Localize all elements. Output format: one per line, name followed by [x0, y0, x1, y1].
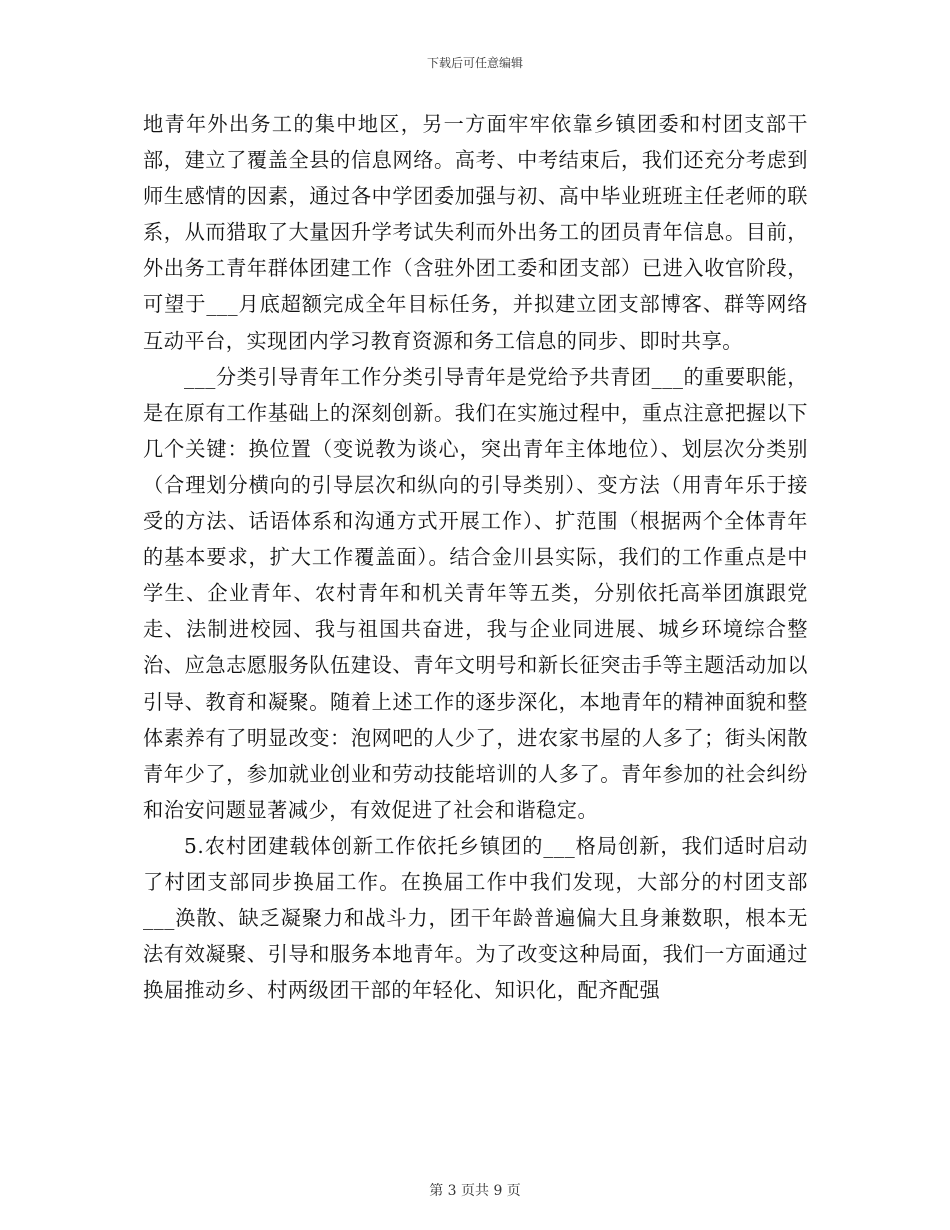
page-footer: 第 3 页共 9 页 [429, 1183, 521, 1199]
document-body [143, 106, 808, 1008]
paragraph-2: ___分类引导青年工作分类引导青年是党给予共青团___的重要职能，是在原有工作基础上的深刻创新。我们在实施过程中，重点注意把握以下几个关键：换位置（变说教为谈心，突出青年主体地位）、划层次分类别（合理划分横向的引导层次和纵向的引导类别）、变方法（用青年乐于接受的方法、话语体系和沟通方式开展工作）、扩范围（根据两个全体青年的基本要求，扩大工作覆盖面）。结合金川县实际，我们的工作重点是中学生、企业青年、农村青年和机关青年等五类，分别依托高举团旗跟党走、法制进校园、我与祖国共奋进，我与企业同进展、城乡环境综合整治、应急志愿服务队伍建设、青年文明号和新长征突击手等主题活动加以引导、教育和凝聚。随着上述工作的逐步深化，本地青年的精神面貌和整体素养有了明显改变：泡网吧的人少了，进农家书屋的人多了；街头闲散青年少了，参加就业创业和劳动技能培训的人多了。青年参加的社会纠纷和治安问题显著减少，有效促进了社会和谐稳定。 [143, 364, 808, 822]
page-header: 下载后可任意编辑 [426, 56, 523, 70]
paragraph-1: 地青年外出务工的集中地区，另一方面牢牢依靠乡镇团委和村团支部干部，建立了覆盖全县的信息网络。高考、中考结束后，我们还充分考虑到师生感情的因素，通过各中学团委加强与初、高中毕业班班主任老师的联系，从而猎取了大量因升学考试失利而外出务工的团员青年信息。目前，外出务工青年群体团建工作（含驻外团工委和团支部）已进入收官阶段，可望于___月底超额完成全年目标任务，并拟建立团支部博客、群等网络互动平台，实现团内学习教育资源和务工信息的同步、即时共享。 [143, 112, 808, 353]
paragraph-3: 5.农村团建载体创新工作依托乡镇团的___格局创新，我们适时启动了村团支部同步换届工作。在换届工作中我们发现，大部分的村团支部___涣散、缺乏凝聚力和战斗力，团干年龄普遍偏大且身兼数职，根本无法有效凝聚、引导和服务本地青年。为了改变这种局面，我们一方面通过换届推动乡、村两级团干部的年轻化、知识化，配齐配强 [143, 833, 808, 1003]
